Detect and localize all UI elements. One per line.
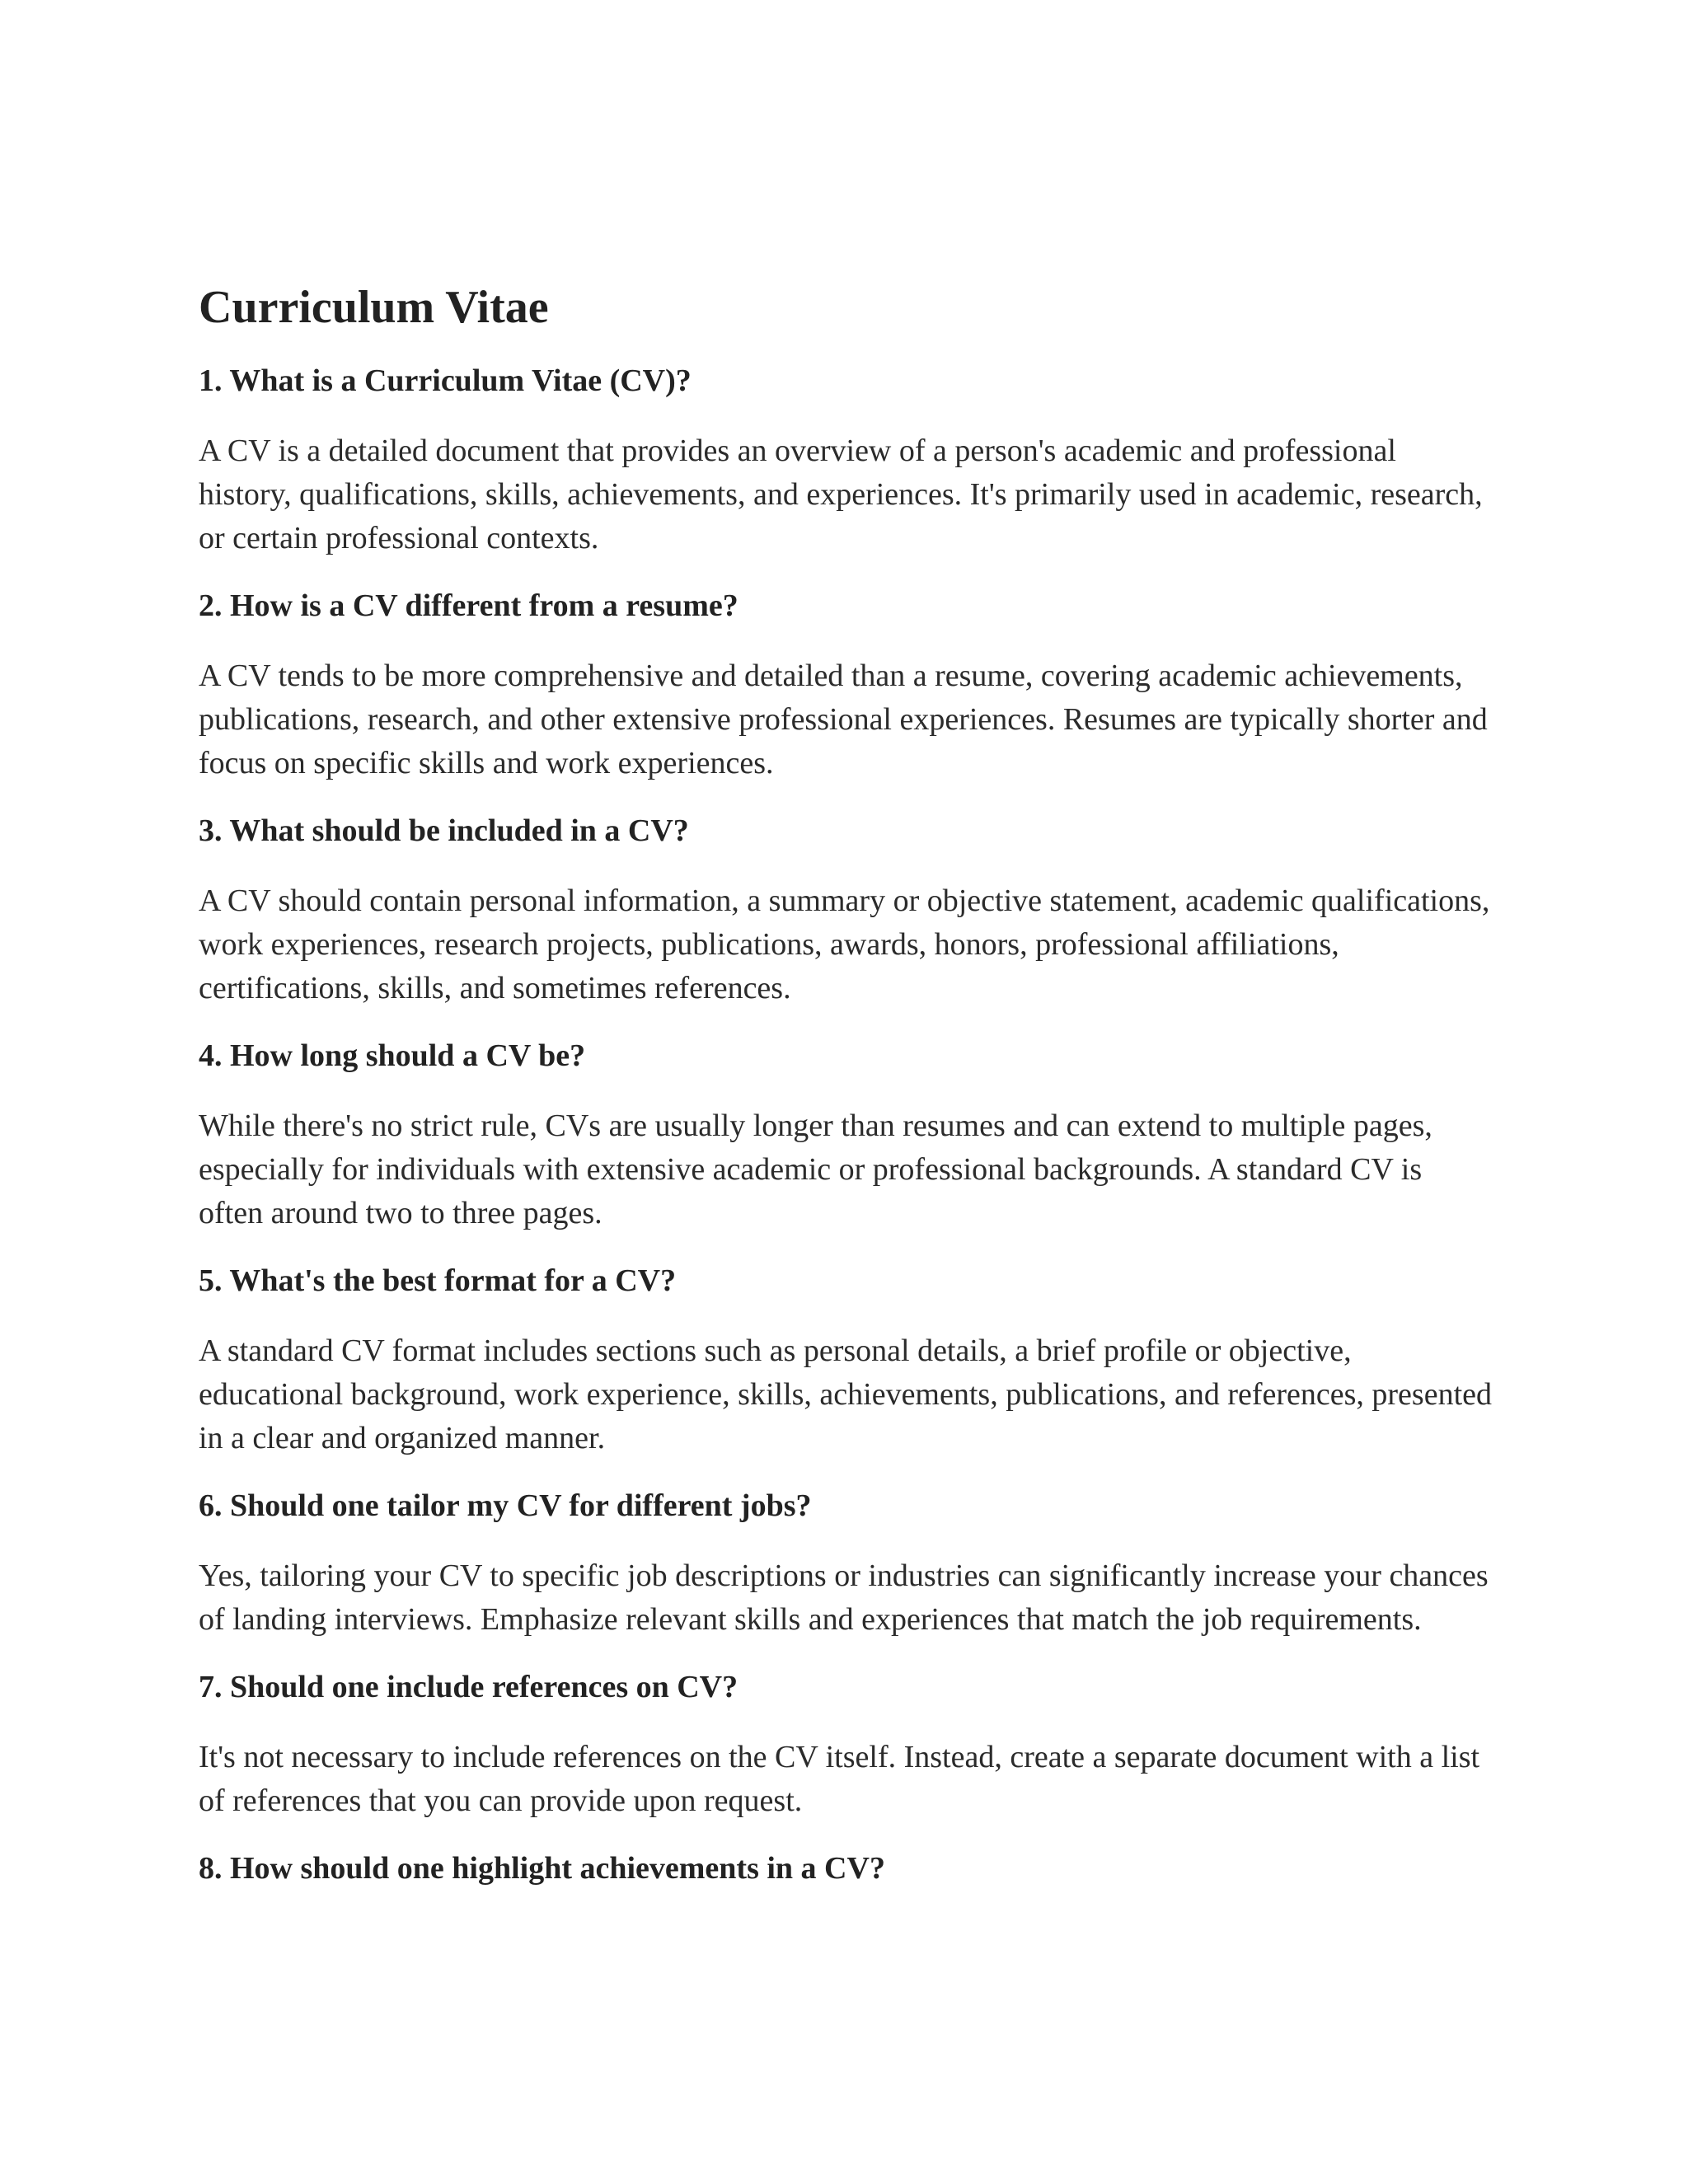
document-title: Curriculum Vitae: [199, 282, 549, 333]
faq-section-2: [199, 584, 1493, 785]
faq-question: 4. How long should a CV be?: [199, 1038, 586, 1073]
faq-section-5: [199, 1259, 1493, 1460]
faq-question: 1. What is a Curriculum Vitae (CV)?: [199, 363, 692, 398]
faq-question: 8. How should one highlight achievements in a CV?: [199, 1851, 885, 1886]
faq-section-7: [199, 1666, 1493, 1823]
faq-question: 5. What's the best format for a CV?: [199, 1263, 677, 1298]
faq-answer: It's not necessary to include references on the CV itself. Instead, create a separate document with a list of references that you can provide upon request.: [199, 1740, 1480, 1818]
faq-answer: While there's no strict rule, CVs are usually longer than resumes and can extend to multiple pages, especially for individuals with extensive academic or professional backgrounds. A standard CV is often around two to three pages.: [199, 1108, 1432, 1230]
faq-question: 3. What should be included in a CV?: [199, 813, 689, 848]
faq-answer: A CV is a detailed document that provides an overview of a person's academic and professional history, qualifications, skills, achievements, and experiences. It's primarily used in academic, research, or certain professional contexts.: [199, 434, 1483, 555]
faq-answer: A CV tends to be more comprehensive and detailed than a resume, covering academic achievements, publications, research, and other extensive professional experiences. Resumes are typically shorter and focus on specific skills and work experiences.: [199, 658, 1488, 780]
faq-question: 6. Should one tailor my CV for different jobs?: [199, 1488, 812, 1523]
faq-answer: A standard CV format includes sections such as personal details, a brief profile or objective, educational background, work experience, skills, achievements, publications, and references, presented in a clear and organized manner.: [199, 1333, 1493, 1455]
faq-question: 2. How is a CV different from a resume?: [199, 588, 738, 623]
faq-section-3: [199, 809, 1493, 1010]
faq-section-8: [199, 1847, 1493, 1890]
faq-answer: A CV should contain personal information, a summary or objective statement, academic qualifications, work experiences, research projects, publications, awards, honors, professional affiliations, certifications, skills, and sometimes references.: [199, 883, 1490, 1005]
faq-question: 7. Should one include references on CV?: [199, 1670, 738, 1704]
faq-section-4: [199, 1034, 1493, 1235]
faq-section-1: [199, 359, 1493, 560]
faq-section-6: [199, 1484, 1493, 1642]
faq-answer: Yes, tailoring your CV to specific job descriptions or industries can significantly increase your chances of landing interviews. Emphasize relevant skills and experiences that match the job requirements.: [199, 1558, 1489, 1637]
document-content: [199, 279, 1493, 1890]
